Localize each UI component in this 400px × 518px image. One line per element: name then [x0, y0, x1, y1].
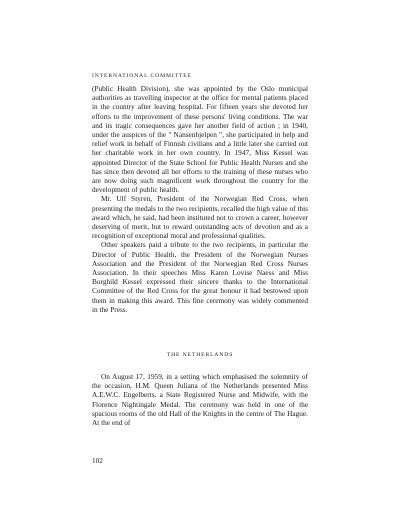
paragraph: On August 17, 1959, in a setting which emphasised the solemnity of the occasion, H.M. Queen Juliana of the Netherlands presented Miss A.E.W.C. Engelberts, a State Registered Nurse and Midwife, with the Florence Nightingale Medal. The ceremony was held in one of the spacious rooms of the old Hall of the Knights in the centre of The Hague. At the end of [92, 372, 308, 428]
paragraph: Mr. Ulf Styren, President of the Norwegian Red Cross, when presenting the medals to the two recipients, recalled the high value of this award which, he said, had been instituted not to crown a career, however deserving of merit, but to reward outstanding acts of devotion and as a recognition of exceptional moral and professional qualities. [92, 194, 308, 241]
running-head: INTERNATIONAL COMMITTEE [92, 73, 192, 79]
section-heading: THE NETHERLANDS [166, 352, 234, 358]
body-text-top [92, 84, 308, 314]
paragraph: (Public Health Division), she was appointed by the Oslo municipal authorities as travelling inspector at the office for mental patients placed in the country after leaving hospital. For fifteen years she devoted her efforts to the improvement of these persons' living conditions. The war and its tragic consequences gave her another field of action ; in 1940, under the auspices of the " Nansenhjelpen ", she participated in help and relief work in behalf of Finnish civilians and a little later she carried out her charitable work in her own country. In 1947, Miss Kessel was appointed Director of the State School for Public Health Nurses and she has since then devoted all her efforts to the training of these nurses who are now doing such magnificent work throughout the country for the development of public health. [92, 84, 308, 195]
body-text-bottom [92, 372, 308, 427]
page-number: 102 [92, 456, 103, 465]
paragraph: Other speakers paid a tribute to the two recipients, in particular the Director of Public Health, the President of the Norwegian Nurses Association and the President of the Norwegian Red Cross Nurses Association. In their speeches Miss Karen Lovise Naess and Miss Borghild Kessel expressed their sincere thanks to the International Committee of the Red Cross for the great honour it had bestowed upon them in making this award. This fine ceremony was widely commented in the Press. [92, 240, 308, 314]
